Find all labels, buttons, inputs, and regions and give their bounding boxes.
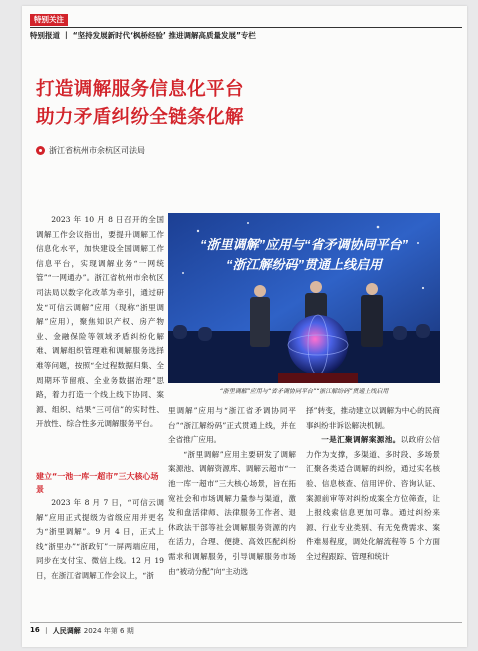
screen-slogan-line-2: “浙江解纷码”贯通上线启用 [225,257,383,272]
paragraph-case-pool: 一是汇聚调解案源池。以政府公信力作为支撑，多渠道、多时段、多场景汇聚各类适合调解的纠纷，通过实名核验、信息核查、信用评价、咨询认证、案源前审等对纠纷成案全方位筛查，让上报线索信息更加可靠。通过纠纷来源、行业专业类别、有无免费需求、案件难易程度，调处化解流程等 5 个方面全过程跟踪、管理和统计 [306,435,441,561]
screen-slogan-line-1: “浙里调解”应用与“省矛调协同平台” [199,237,409,252]
section-subheading: 建立“一池一库一超市”三大核心场景 [36,472,159,494]
page-number: 16 [30,626,40,634]
launch-orb [288,315,348,375]
issue-label: 2024 年第 6 期 [83,627,134,635]
byline-text: 浙江省杭州市余杭区司法局 [49,146,145,155]
title-line-1: 打造调解服务信息化平台 [36,79,244,100]
column-2 [168,404,296,579]
column-header: 特别报道 丨 “坚持发展新时代‘枫桥经验’ 推进调解高质量发展”专栏 [30,31,256,40]
photo-caption: “浙里调解”应用与“省矛调协同平台”“浙江解纷码”贯通上线启用 [219,388,389,395]
magazine-name: 人民调解 [52,627,81,635]
article-title [36,76,244,132]
launch-ceremony-image [168,213,440,383]
paragraph-core-scenes: “浙里调解”应用主要研发了调解案源池、调解资源库、调解云超市“一池一库一超市”三大核心场景，旨在拓宽社会和市场调解力量参与渠道，激发和盘活律师、法律服务工作者、退休政法干部等社会调解服务资源的内在活力，合理、便捷、高效匹配纠纷需求和调解服务，引导调解服务市场由“被动分配”向“主动选 [168,449,296,576]
column-3 [306,404,440,565]
title-line-2: 助力矛盾纠纷全链条化解 [36,107,244,128]
paragraph-mechanism: 择”转变，推动建立以调解为中心的民商事纠纷非诉讼解决机制。 [306,406,440,430]
byline [36,145,145,156]
paragraph-launch: 2023 年 8 月 7 日，“可信云调解”应用正式提级为省级应用并更名为“浙里调解”。9 月 4 日，正式上线“浙里办”“浙政钉”一屏两端应用，同步在支付宝、微信上线。12 月 19 日，在浙江省调解工作会议上，“浙 [36,498,164,580]
paragraph-intro: 2023 年 10 月 8 日召开的全国调解工作会议指出，要提升调解工作信息化水平，加快建设全国调解工作信息平台，实现调解业务“一网统管”“一网通办”。浙江省杭州市余杭区司法局以数字化改革为牵引，通过研发“可信云调解”应用（现称“浙里调解”应用），聚焦知识产权、房产物业、金融保险等领域矛盾纠纷化解难、调解组织管理难和调解服务选择难等问题，按照“全过程数据归集、全周期环节留痕、全业务数据治理”思路，着力打造一个线上线下协同、案源、组织、结果“三可信”的实时性、开放性、综合性多元调解服务平台。 [36,215,164,429]
column-1 [36,213,164,432]
footer-divider [30,622,462,623]
magazine-page [22,6,467,647]
section-tag: 特别关注 [30,14,68,26]
paragraph-platform-link: 里调解”应用与“浙江省矛调协同平台”“浙江解纷码”正式贯通上线，并在全省推广应用。 [168,406,296,445]
launch-photo [168,213,440,383]
page-footer: 16 丨 人民调解 2024 年第 6 期 [30,626,134,635]
paragraph-lead-phrase: 一是汇聚调解案源池。 [321,435,401,445]
header-divider [30,27,462,28]
author-logo-icon [36,146,45,155]
